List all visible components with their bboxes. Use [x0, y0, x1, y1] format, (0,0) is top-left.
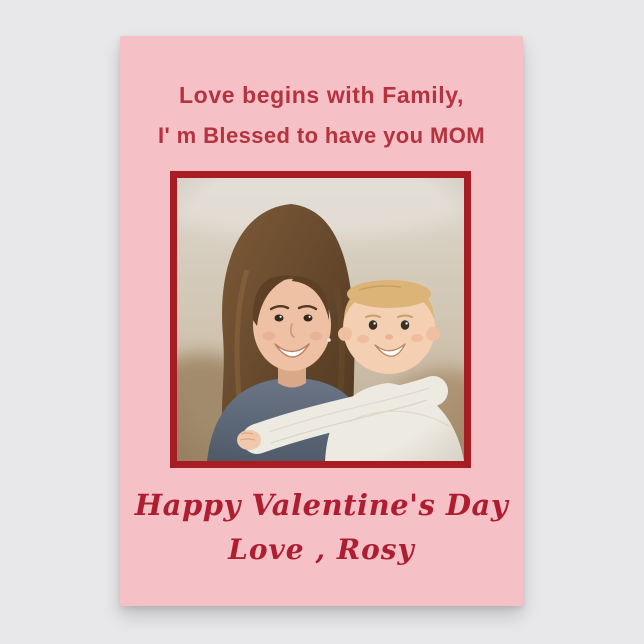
photo-frame [170, 171, 471, 468]
header-line-2: I' m Blessed to have you MOM [158, 123, 485, 148]
card-footer [120, 488, 523, 566]
signature-line: Love , Rosy [228, 533, 415, 566]
valentine-card [120, 36, 523, 606]
header-line-1: Love begins with Family, [179, 82, 464, 108]
card-header [120, 82, 523, 149]
mother-and-baby-photo [177, 178, 464, 461]
greeting-line: Happy Valentine's Day [134, 488, 509, 522]
photo-vignette [177, 178, 464, 461]
